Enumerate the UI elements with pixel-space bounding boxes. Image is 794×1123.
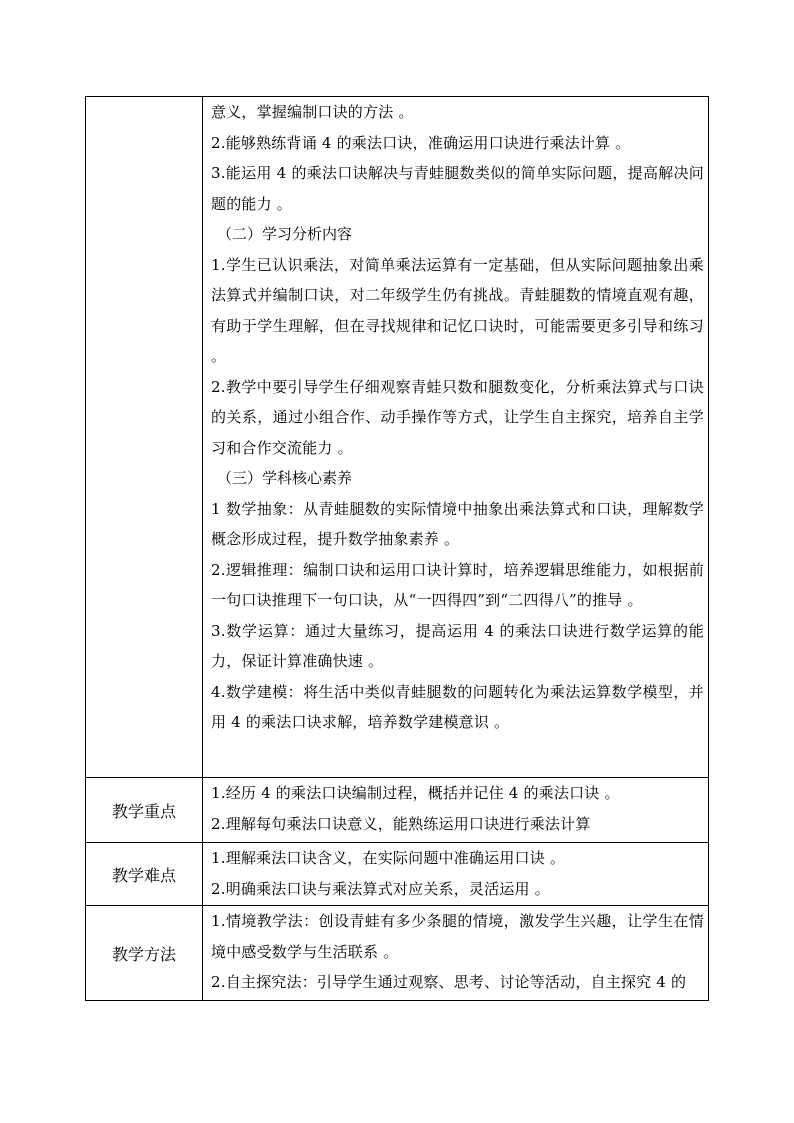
method-item: 1.情境教学法：创设青蛙有多少条腿的情境，激发学生兴趣，让学生在情境中感受数学与生活联系 。 [211, 912, 704, 961]
analysis-paragraph: 1.学生已认识乘法，对简单乘法运算有一定基础，但从实际问题抽象出乘法算式并编制口诀，对二年级学生仍有挑战。青蛙腿数的情境直观有趣，有助于学生理解，但在寻找规律和记忆口诀时，可能需要更多引导和练习 。 [211, 255, 704, 365]
difficulties-label: 教学难点 [86, 843, 203, 906]
objectives-content-cell [203, 97, 709, 778]
key-point-item: 2.理解每句乘法口诀意义，能熟练运用口诀进行乘法计算 [211, 814, 591, 833]
literacy-paragraph: 4.数学建模：将生活中类似青蛙腿数的问题转化为乘法运算数学模型，并用 4 的乘法口诀求解，培养数学建模意识 。 [211, 682, 704, 731]
key-points-content-cell [203, 778, 709, 843]
literacy-paragraph: 3.数学运算：通过大量练习，提高运用 4 的乘法口诀进行数学运算的能力，保证计算准确快速 。 [211, 621, 704, 670]
difficulty-item: 1.理解乘法口诀含义，在实际问题中准确运用口诀 。 [211, 849, 566, 867]
literacy-paragraph: 1 数学抽象：从青蛙腿数的实际情境中抽象出乘法算式和口诀，理解数学概念形成过程，提升数学抽象素养 。 [211, 499, 704, 548]
table-row [86, 778, 709, 843]
table-row [86, 843, 709, 906]
analysis-paragraph: 2.教学中要引导学生仔细观察青蛙只数和腿数变化，分析乘法算式与口诀的关系，通过小组合作、动手操作等方式，让学生自主探究，培养自主学习和合作交流能力 。 [211, 377, 704, 457]
method-item: 2.自主探究法：引导学生通过观察、思考、讨论等活动，自主探究 4 的 [211, 973, 687, 991]
section-heading-literacy: （三）学科核心素养 [217, 469, 353, 487]
table-row [86, 906, 709, 1001]
key-point-item: 1.经历 4 的乘法口诀编制过程，概括并记住 4 的乘法口诀 。 [211, 784, 620, 802]
lesson-plan-table [85, 96, 709, 1001]
empty-label-cell [86, 97, 203, 778]
difficulties-content-cell [203, 843, 709, 906]
methods-label: 教学方法 [86, 906, 203, 1001]
section-heading-analysis: （二）学习分析内容 [217, 225, 353, 243]
literacy-paragraph: 2.逻辑推理：编制口诀和运用口诀计算时，培养逻辑思维能力，如根据前一句口诀推理下一句口诀，从“一四得四”到“二四得八”的推导 。 [211, 560, 704, 609]
key-points-label: 教学重点 [86, 778, 203, 843]
methods-content-cell [203, 906, 709, 1001]
objective-line: 2.能够熟练背诵 4 的乘法口诀，准确运用口诀进行乘法计算 。 [211, 133, 631, 152]
objective-line: 意义，掌握编制口诀的方法 。 [211, 103, 414, 121]
objective-line: 3.能运用 4 的乘法口诀解决与青蛙腿数类似的简单实际问题，提高解决问题的能力 。 [211, 164, 704, 213]
table-row [86, 97, 709, 778]
difficulty-item: 2.明确乘法口诀与乘法算式对应关系，灵活运用 。 [211, 879, 550, 898]
